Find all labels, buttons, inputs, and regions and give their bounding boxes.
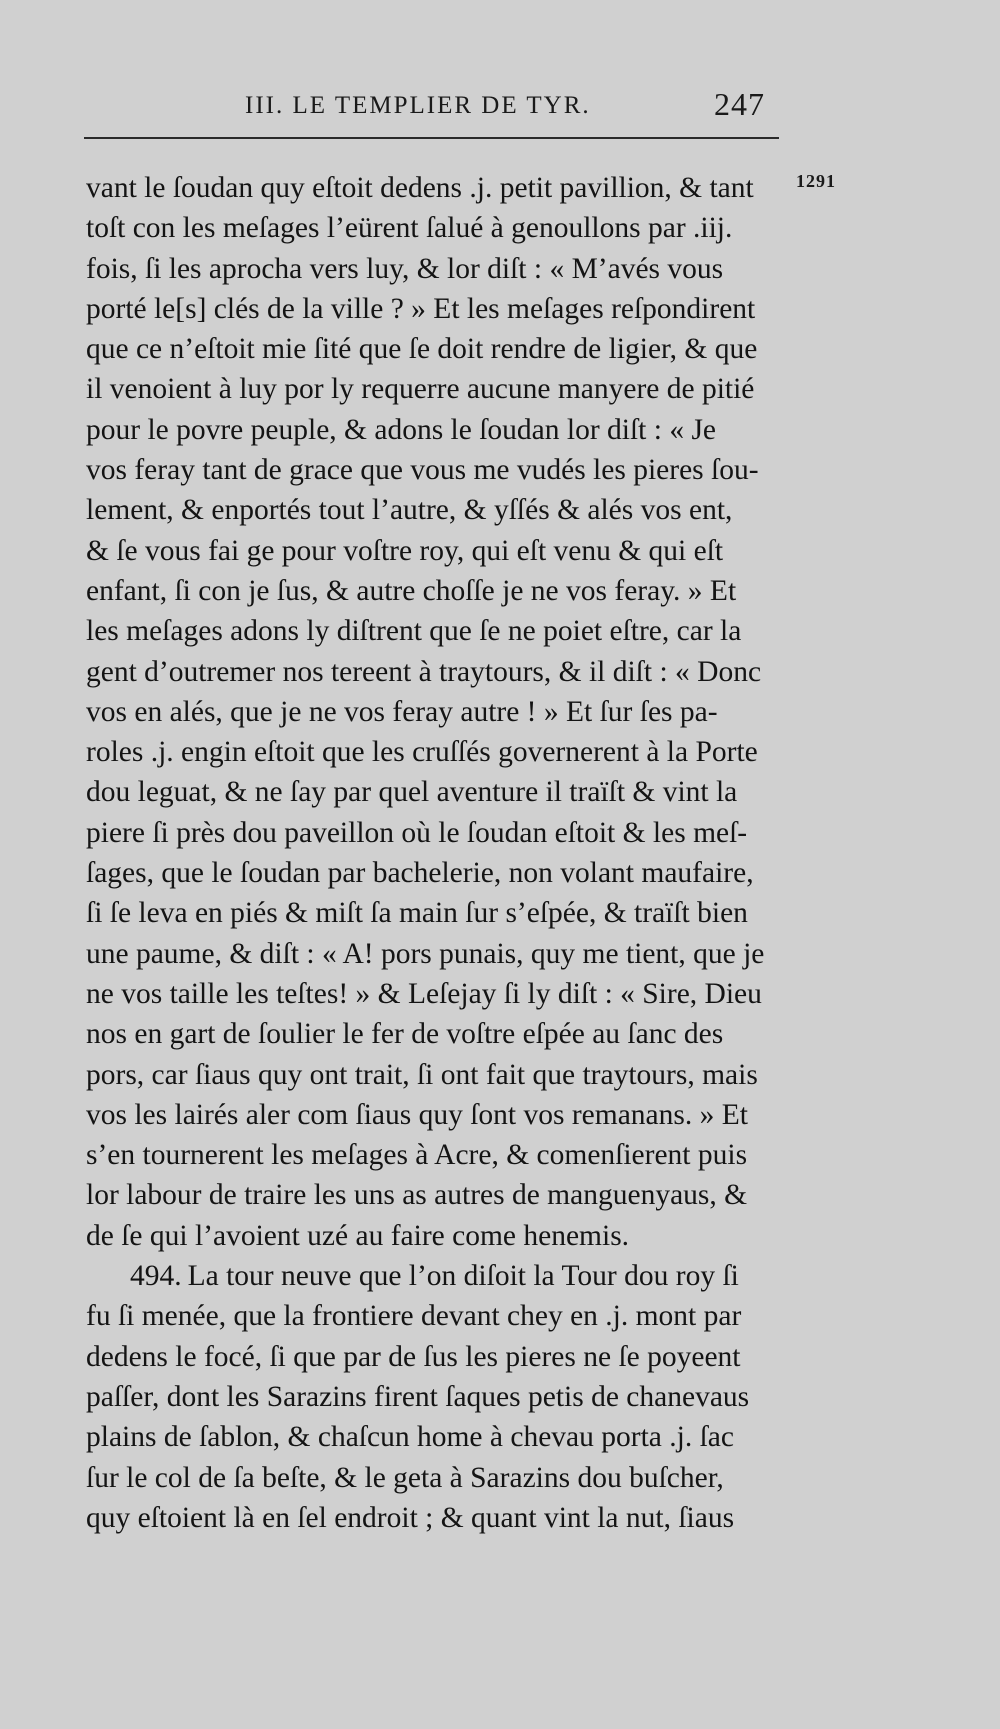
- text-line: vos les lairés aler com ſiaus quy ſont vos remanans. » Et: [86, 1098, 748, 1131]
- margin-year-note: 1291: [796, 171, 836, 191]
- text-line: il venoient à luy por ly requerre aucune manyere de pitié: [86, 373, 755, 406]
- text-line: roles .j. engin eſtoit que les cruſſés governerent à la Porte: [86, 736, 758, 769]
- text-line: vos feray tant de grace que vous me vudés les pieres ſou-: [86, 454, 759, 487]
- text-line: gent d’outremer nos tereent à traytours, & il diſt : « Donc: [86, 655, 762, 688]
- text-line: ſur le col de ſa beſte, & le geta à Sarazins dou buſcher,: [86, 1461, 724, 1494]
- text-line: fu ſi menée, que la frontiere devant chey en .j. mont par: [86, 1300, 742, 1333]
- paragraph-494-first-line: [86, 1256, 798, 1296]
- text-line: ſages, que le ſoudan par bachelerie, non volant maufaire,: [86, 857, 754, 890]
- paragraph-number: 494.: [130, 1260, 182, 1293]
- text-line: enfant, ſi con je ſus, & autre choſſe je ne vos feray. » Et: [86, 574, 737, 607]
- text-line: lement, & enportés tout l’autre, & yſſés & alés vos ent,: [86, 494, 733, 527]
- text-line: porté le[s] clés de la ville ? » Et les meſages reſpondirent: [86, 292, 756, 325]
- text-line: nos en gart de ſoulier le fer de voſtre eſpée au ſanc des: [86, 1018, 724, 1051]
- text-line: pour le povre peuple, & adons le ſoudan lor diſt : « Je: [86, 413, 717, 446]
- text-line: de ſe qui l’avoient uzé au faire come henemis.: [86, 1219, 630, 1252]
- text-line: fois, ſi les aprocha vers luy, & lor diſt : « M’avés vous: [86, 252, 724, 285]
- text-line: piere ſi près dou paveillon où le ſoudan eſtoit & les meſ-: [86, 816, 748, 849]
- page-number: 247: [714, 86, 765, 122]
- text-line: vant le ſoudan quy eſtoit dedens .j. petit pavillion, & tant: [86, 172, 754, 204]
- text-line: toſt con les meſages l’eürent ſalué à genoullons par .iij.: [86, 212, 733, 245]
- text-line: dou leguat, & ne ſay par quel aventure il traïſt & vint la: [86, 776, 738, 809]
- text-line: que ce n’eſtoit mie ſité que ſe doit rendre de ligier, & que: [86, 333, 758, 366]
- text-line: les meſages adons ly diſtrent que ſe ne poiet eſtre, car la: [86, 615, 742, 648]
- running-head: III. LE TEMPLIER DE TYR.: [245, 92, 591, 119]
- text-line: une paume, & diſt : « A! pors punais, quy me tient, que je: [86, 937, 765, 970]
- text-line: s’en tournerent les meſages à Acre, & comenſierent puis: [86, 1139, 748, 1172]
- text-line: ne vos taille les teſtes! » & Leſejay ſi ly diſt : « Sire, Dieu: [86, 977, 762, 1010]
- text-line: quy eſtoient là en ſel endroit ; & quant vint la nut, ſiaus: [86, 1501, 735, 1534]
- text-line: pors, car ſiaus quy ont trait, ſi ont fait que traytours, mais: [86, 1058, 758, 1091]
- text-line: paſſer, dont les Sarazins firent ſaques petis de chanevaus: [86, 1380, 750, 1413]
- text-line: ſi ſe leva en piés & miſt ſa main ſur s’eſpée, & traïſt bien: [86, 897, 748, 930]
- text-line: plains de ſablon, & chaſcun home à chevau porta .j. ſac: [86, 1421, 734, 1454]
- text-line: La tour neuve que l’on diſoit la Tour dou roy ſi: [187, 1260, 739, 1293]
- text-line: vos en alés, que je ne vos feray autre ! » Et ſur ſes pa-: [86, 695, 718, 728]
- text-line: dedens le focé, ſi que par de ſus les pieres ne ſe poyeent: [86, 1340, 741, 1373]
- text-line: lor labour de traire les uns as autres de manguenyaus, &: [86, 1179, 748, 1212]
- text-line: & ſe vous fai ge pour voſtre roy, qui eſt venu & qui eſt: [86, 534, 724, 567]
- header-rule: [84, 137, 779, 139]
- body-text: [86, 168, 798, 1538]
